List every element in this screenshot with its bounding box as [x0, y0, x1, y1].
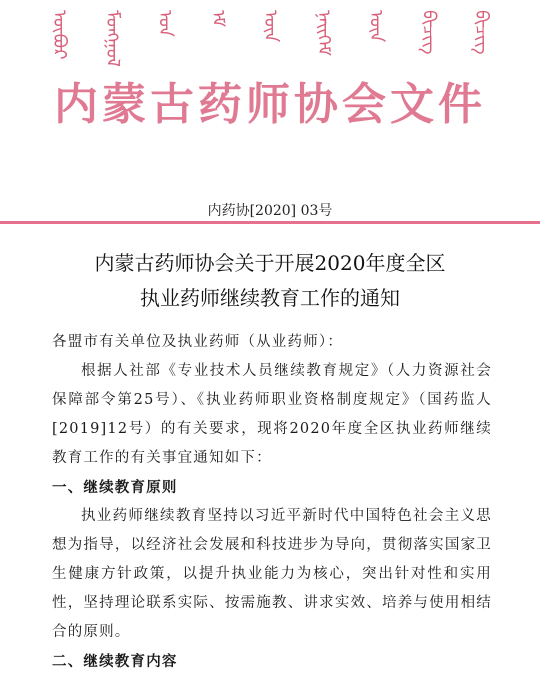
- mongolian-word: ᠥᠪᠥᠷ: [49, 10, 70, 60]
- mongolian-word: ᠤᠨ: [154, 10, 176, 37]
- notice-title-line-2: 执业药师继续教育工作的通知: [140, 286, 400, 310]
- section-paragraph-1: 执业药师继续教育坚持以习近平新时代中国特色社会主义思想为指导，以经济社会发展和科技进步为导向，贯彻落实国家卫生健康方针政策，以提升执业能力为核心，突出针对性和实用性，坚持理论联系实际、按需施教、讲求实效、培养与使用相结合的原则。: [52, 508, 492, 640]
- mongolian-word: ᠨᠡᠢᠭᠡᠮ: [312, 10, 334, 56]
- header-divider: [0, 221, 540, 224]
- mongolian-word: ᠡᠮ: [207, 10, 229, 28]
- notice-title-line-1: 内蒙古药师协会关于开展2020年度全区: [94, 251, 446, 275]
- mongolian-word: ᠪᠢᠴᠢᠭ: [471, 10, 492, 55]
- section-heading-2: 二、继续教育内容: [52, 653, 178, 670]
- document-number: 内药协[2020] 03号: [207, 203, 333, 219]
- mongolian-word: ᠦᠨ: [365, 10, 387, 43]
- notice-title: [0, 246, 540, 316]
- intro-paragraph: 根据人社部《专业技术人员继续教育规定》（人力资源社会保障部令第25号）、《执业药师职业资格制度规定》（国药监人[2019]12号）的有关要求，现将2020年度全区执业药师继续教育工作的有关事宜通知如下：: [52, 363, 492, 466]
- mongolian-word: ᠪᠢᠴᠢᠭ: [418, 10, 440, 55]
- document-body: [52, 328, 492, 676]
- mongolian-word: ᠮᠣᠩᠭᠣᠯ: [101, 10, 123, 67]
- document-header-title: 内蒙古药师协会文件: [54, 79, 486, 130]
- section-heading-1: 一、继续教育原则: [52, 479, 178, 496]
- mongolian-word: ᠦᠨ: [260, 10, 281, 43]
- salutation: 各盟市有关单位及执业药师（从业药师）：: [52, 334, 344, 350]
- mongolian-script-header: [49, 10, 492, 67]
